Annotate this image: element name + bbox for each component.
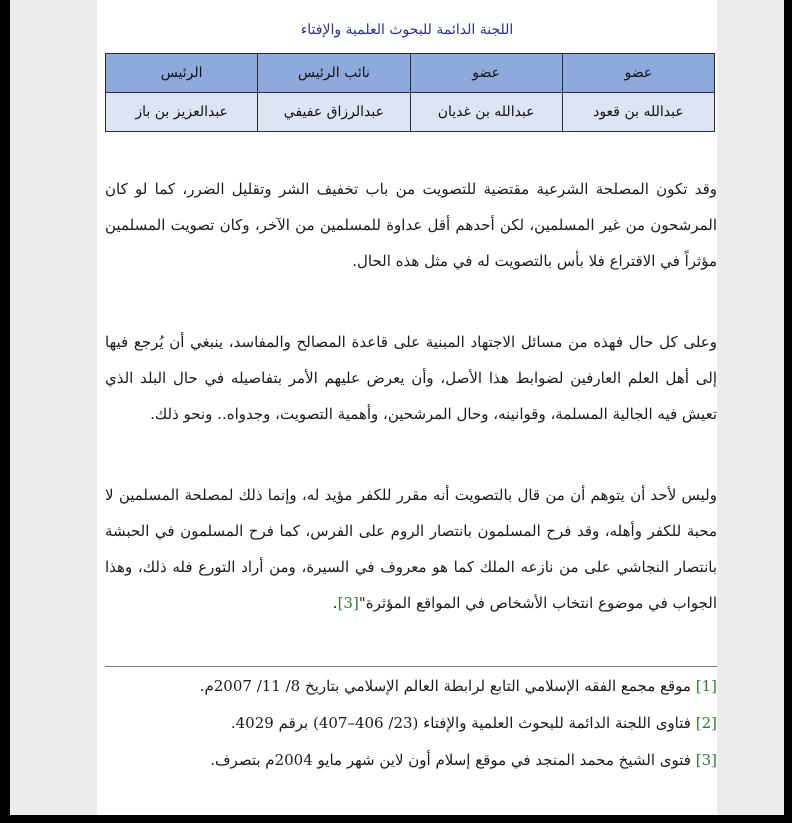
- role-cell: الرئيس: [106, 54, 258, 93]
- footnote-text: فتوى الشيخ محمد المنجد في موقع إسلام أون لاين شهر مايو 2004م بتصرف.: [210, 751, 691, 769]
- committee-members-table: [105, 53, 715, 132]
- body-paragraph-1: وقد تكون المصلحة الشرعية مقتضية للتصويت من باب تخفيف الشر وتقليل الضرر، كما لو كان المرشحون من غير المسلمين، لكن أحدهم أقل عداوة للمسلمين من الآخر، وكان تصويت المسلمين مؤثراً في الاقتراع فلا بأس بالتصويت له في مثل هذه الحال.: [105, 180, 717, 270]
- footnote-item: [105, 742, 717, 779]
- document-viewer-frame: [10, 0, 784, 815]
- footnote-separator: [105, 666, 717, 667]
- body-paragraph-3: [105, 477, 717, 621]
- role-cell: عضو: [410, 54, 562, 93]
- role-cell: نائب الرئيس: [258, 54, 410, 93]
- paragraph-3-end: .: [332, 594, 338, 612]
- footnotes: [105, 668, 717, 779]
- footnote-number[interactable]: [1]: [695, 677, 717, 695]
- footnote-item: [105, 668, 717, 705]
- roles-row: [106, 54, 715, 93]
- footnote-reference-3[interactable]: [3]: [337, 594, 359, 612]
- body-paragraph-2: وعلى كل حال فهذه من مسائل الاجتهاد المبنية على قاعدة المصالح والمفاسد، ينبغي أن يُرجع فيها إلى أهل العلم العارفين لضوابط هذا الأصل، وأن يعرض عليهم الأمر بتفاصيله في حال البلد الذي تعيش فيه الجالية المسلمة، وقوانينه، وحال المرشحين، وأهمية التصويت، وجدواه.. ونحو ذلك.: [105, 333, 717, 423]
- role-cell: عضو: [562, 54, 714, 93]
- paragraph-3-text: وليس لأحد أن يتوهم أن من قال بالتصويت أنه مقرر للكفر مؤيد له، وإنما ذلك لمصلحة المسلمين لا محبة للكفر وأهله، وقد فرح المسلمون بانتصار الروم على الفرس، كما فرح المسلمون في الحبشة بانتصار النجاشي على من نازعه الملك كما هو معروف في السيرة، ومن أراد التورع فله ذلك، وهذا الجواب في موضوع انتخاب الأشخاص في المواقع المؤثرة": [105, 486, 717, 612]
- footnote-item: [105, 705, 717, 742]
- member-name-cell: عبدالله بن غديان: [410, 93, 562, 132]
- footnote-text: فتاوى اللجنة الدائمة للبحوث العلمية والإفتاء (23/ 406–407) برقم 4029.: [230, 714, 691, 732]
- names-row: [106, 93, 715, 132]
- footnote-number[interactable]: [2]: [695, 714, 717, 732]
- footnote-number[interactable]: [3]: [695, 751, 717, 769]
- member-name-cell: عبدالعزيز بن باز: [106, 93, 258, 132]
- document-page: [97, 0, 717, 815]
- member-name-cell: عبدالله بن قعود: [562, 93, 714, 132]
- footnote-text: موقع مجمع الفقه الإسلامي التابع لرابطة العالم الإسلامي بتاريخ 8/ 11/ 2007م.: [199, 677, 691, 695]
- committee-title: اللجنة الدائمة للبحوث العلمية والإفتاء: [300, 22, 514, 38]
- member-name-cell: عبدالرزاق عفيفي: [258, 93, 410, 132]
